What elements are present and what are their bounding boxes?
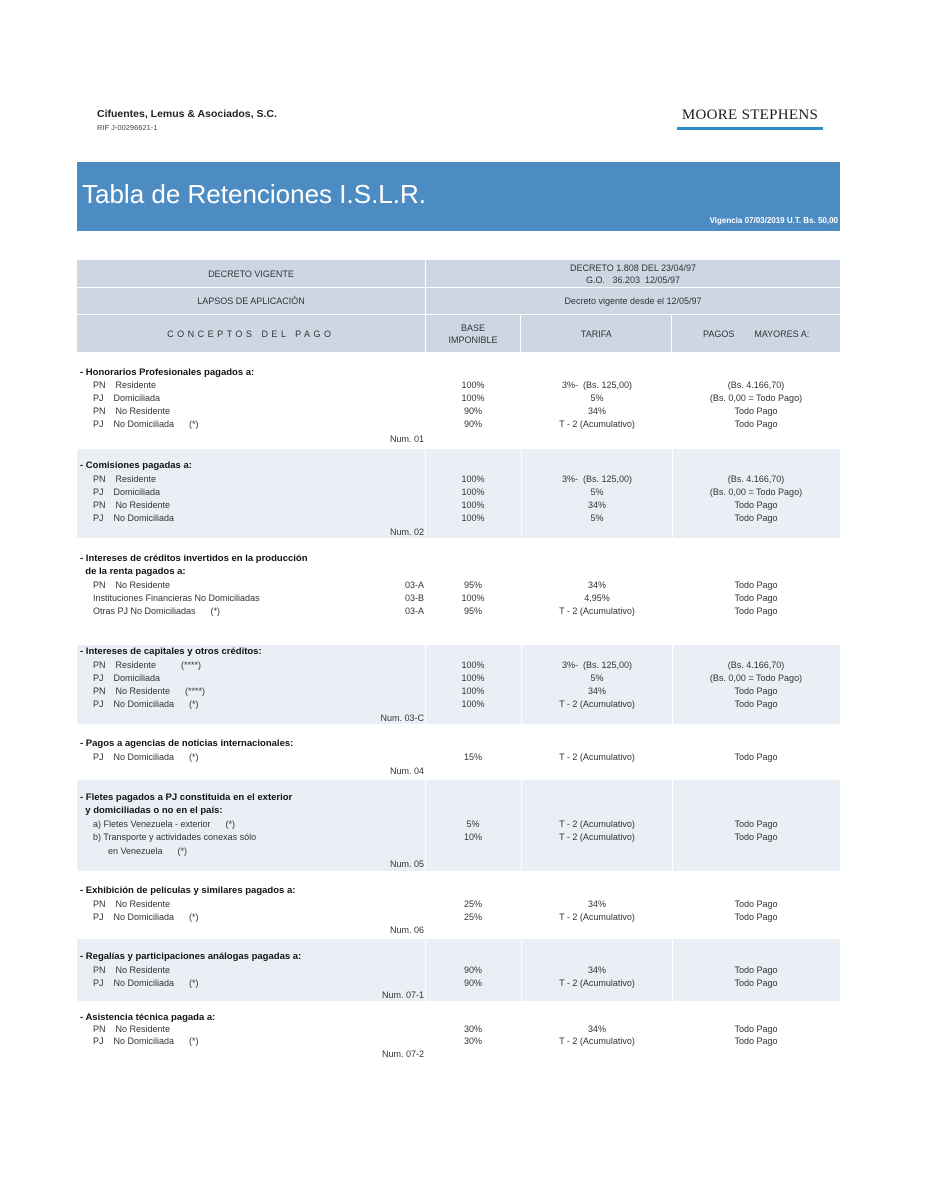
section-intereses-creditos (77, 540, 840, 640)
row-label: Otras PJ No Domiciliadas (*) (93, 606, 221, 616)
section-number: Num. 05 (389, 859, 424, 869)
decreto-row (77, 260, 840, 288)
section-title: - Fletes pagados a PJ constituida en el exterior (80, 792, 293, 803)
decreto-label: DECRETO VIGENTE (77, 260, 426, 287)
row-tarifa: 34% (587, 406, 606, 416)
row-pagos: Todo Pago (734, 699, 778, 709)
table-header (77, 260, 840, 353)
row-base: 100% (461, 380, 485, 390)
col-base (426, 315, 522, 352)
row-label: PJ No Domiciliada (93, 513, 175, 523)
lapsos-label: LAPSOS DE APLICACIÓN (77, 288, 426, 314)
row-label: PJ No Domiciliada (*) (93, 1036, 199, 1046)
row-label: PN Residente (93, 380, 157, 390)
row-pagos: Todo Pago (734, 500, 778, 510)
row-pagos: Todo Pago (734, 406, 778, 416)
row-base: 100% (461, 686, 485, 696)
row-pagos: (Bs. 4.166,70) (727, 380, 785, 390)
row-base: 100% (461, 513, 485, 523)
row-tarifa: 34% (587, 899, 606, 909)
row-base: 100% (461, 500, 485, 510)
row-pagos: Todo Pago (734, 593, 778, 603)
col-conceptos: CONCEPTOS DEL PAGO (77, 315, 426, 352)
row-label: PJ No Domiciliada (*) (93, 699, 199, 709)
row-pagos: (Bs. 0,00 = Todo Pago) (709, 393, 803, 403)
col-base-line-2: IMPONIBLE (448, 334, 498, 345)
section-agencias-noticias (77, 726, 840, 778)
section-number: Num. 01 (389, 434, 424, 444)
row-pagos: Todo Pago (734, 513, 778, 523)
row-base: 90% (463, 978, 482, 988)
vigencia-note: Vigencia 07/03/2019 U.T. Bs. 50,00 (709, 216, 838, 225)
row-label: Instituciones Financieras No Domiciliadas (93, 593, 260, 603)
row-label: PN No Residente (93, 1024, 171, 1034)
section-peliculas (77, 873, 840, 937)
row-pagos: Todo Pago (734, 752, 778, 762)
section-title: - Exhibición de películas y similares pagados a: (80, 885, 296, 896)
firm-name: Cifuentes, Lemus & Asociados, S.C. (97, 108, 277, 120)
row-base: 100% (461, 699, 485, 709)
row-label: PJ Domiciliada (93, 393, 161, 403)
lapsos-row (77, 288, 840, 315)
row-pagos: Todo Pago (734, 1036, 778, 1046)
row-pagos: Todo Pago (734, 419, 778, 429)
row-base: 100% (461, 673, 485, 683)
row-tarifa: T - 2 (Acumulativo) (559, 419, 635, 429)
row-tarifa: 3%- (Bs. 125,00) (561, 380, 633, 390)
row-tarifa: 5% (590, 393, 604, 403)
section-number: Num. 06 (389, 925, 424, 935)
row-label: PJ No Domiciliada (*) (93, 912, 199, 922)
row-base: 5% (466, 819, 480, 829)
page-title: Tabla de Retenciones I.S.L.R. (82, 179, 426, 209)
section-title: - Asistencia técnica pagada a: (80, 1012, 216, 1023)
section-number: Num. 07-1 (381, 990, 424, 1000)
moore-stephens-logo: MOORE STEPHENS (681, 107, 819, 123)
section-honorarios (77, 362, 840, 447)
section-number: Num. 04 (389, 766, 424, 776)
row-tarifa: 5% (590, 673, 604, 683)
row-pagos: (Bs. 4.166,70) (727, 660, 785, 670)
section-number: Num. 02 (389, 527, 424, 537)
row-tarifa: 34% (587, 580, 606, 590)
row-pagos: (Bs. 4.166,70) (727, 474, 785, 484)
row-label: PN Residente (****) (93, 660, 202, 670)
row-base: 30% (463, 1036, 482, 1046)
section-title: - Intereses de capitales y otros créditos: (80, 646, 262, 657)
row-label: PJ No Domiciliada (*) (93, 419, 199, 429)
section-title: - Honorarios Profesionales pagados a: (80, 367, 255, 378)
row-base: 90% (463, 406, 482, 416)
row-base: 100% (461, 593, 485, 603)
row-label: b) Transporte y actividades conexas sólo (93, 832, 257, 842)
row-base: 30% (463, 1024, 482, 1034)
section-comisiones (77, 449, 840, 538)
row-tarifa: T - 2 (Acumulativo) (559, 912, 635, 922)
row-pagos: Todo Pago (734, 1024, 778, 1034)
row-tarifa: 34% (587, 965, 606, 975)
section-title: - Comisiones pagadas a: (80, 460, 192, 471)
row-base: 90% (463, 419, 482, 429)
lapsos-value: Decreto vigente desde el 12/05/97 (564, 296, 702, 306)
row-tarifa: T - 2 (Acumulativo) (559, 752, 635, 762)
firm-rif: RIF J-00296621-1 (97, 123, 158, 132)
row-ref: 03-B (404, 593, 424, 603)
row-tarifa: T - 2 (Acumulativo) (559, 606, 635, 616)
row-pagos: Todo Pago (734, 965, 778, 975)
row-pagos: Todo Pago (734, 606, 778, 616)
decreto-value-line-1: DECRETO 1.808 DEL 23/04/97 (569, 262, 697, 273)
decreto-value-line-2: G.O. 36.203 12/05/97 (585, 274, 681, 285)
row-pagos: Todo Pago (734, 832, 778, 842)
row-tarifa: 4,95% (584, 593, 610, 603)
row-label: PN No Residente (93, 965, 171, 975)
row-pagos: (Bs. 0,00 = Todo Pago) (709, 673, 803, 683)
row-tarifa: 34% (587, 500, 606, 510)
column-headers (77, 315, 840, 353)
row-tarifa: T - 2 (Acumulativo) (559, 819, 635, 829)
col-pagos: PAGOS MAYORES A: (703, 328, 810, 339)
row-pagos: Todo Pago (734, 686, 778, 696)
row-label: PN No Residente (****) (93, 686, 206, 696)
section-number: Num. 07-2 (381, 1049, 424, 1059)
row-pagos: Todo Pago (734, 899, 778, 909)
row-tarifa: 5% (590, 513, 604, 523)
row-ref: 03-A (404, 580, 424, 590)
row-tarifa: 3%- (Bs. 125,00) (561, 474, 633, 484)
row-label: PN No Residente (93, 500, 171, 510)
row-tarifa: T - 2 (Acumulativo) (559, 1036, 635, 1046)
row-label: PJ No Domiciliada (*) (93, 752, 199, 762)
section-fletes (77, 780, 840, 871)
section-asistencia-tecnica (77, 1003, 840, 1065)
row-tarifa: 5% (590, 487, 604, 497)
row-base: 95% (463, 580, 482, 590)
row-label: PN No Residente (93, 899, 171, 909)
section-title-cont: de la renta pagados a: (80, 566, 186, 577)
row-pagos: Todo Pago (734, 580, 778, 590)
title-banner (77, 162, 840, 231)
row-tarifa: 3%- (Bs. 125,00) (561, 660, 633, 670)
row-base: 25% (463, 912, 482, 922)
col-base-line-1: BASE (460, 322, 485, 333)
section-number: Num. 03-C (380, 713, 424, 723)
section-intereses-capitales (77, 645, 840, 724)
section-title: - Pagos a agencias de noticias internacionales: (80, 738, 294, 749)
row-tarifa: T - 2 (Acumulativo) (559, 832, 635, 842)
row-base: 100% (461, 393, 485, 403)
row-label-cont: en Venezuela (*) (93, 846, 188, 856)
row-label: PN Residente (93, 474, 157, 484)
row-base: 15% (463, 752, 482, 762)
row-base: 100% (461, 660, 485, 670)
row-pagos: (Bs. 0,00 = Todo Pago) (709, 487, 803, 497)
row-label: PJ No Domiciliada (*) (93, 978, 199, 988)
decreto-value (426, 260, 840, 287)
row-label: PJ Domiciliada (93, 487, 161, 497)
row-pagos: Todo Pago (734, 978, 778, 988)
row-ref: 03-A (404, 606, 424, 616)
section-title: - Regalías y participaciones análogas pagadas a: (80, 951, 302, 962)
row-tarifa: T - 2 (Acumulativo) (559, 978, 635, 988)
row-base: 25% (463, 899, 482, 909)
row-label: a) Fletes Venezuela - exterior (*) (93, 819, 236, 829)
col-tarifa: TARIFA (521, 315, 672, 352)
row-pagos: Todo Pago (734, 819, 778, 829)
row-pagos: Todo Pago (734, 912, 778, 922)
section-title: - Intereses de créditos invertidos en la producción (80, 553, 308, 564)
row-base: 100% (461, 474, 485, 484)
row-tarifa: 34% (587, 686, 606, 696)
section-title-cont: y domiciliadas o no en el país: (80, 805, 223, 816)
row-base: 90% (463, 965, 482, 975)
row-base: 100% (461, 487, 485, 497)
section-regalias (77, 939, 840, 1001)
row-label: PN No Residente (93, 580, 171, 590)
row-base: 10% (463, 832, 482, 842)
row-tarifa: T - 2 (Acumulativo) (559, 699, 635, 709)
row-base: 95% (463, 606, 482, 616)
logo-underline (677, 127, 823, 130)
row-label: PJ Domiciliada (93, 673, 161, 683)
row-tarifa: 34% (587, 1024, 606, 1034)
row-label: PN No Residente (93, 406, 171, 416)
